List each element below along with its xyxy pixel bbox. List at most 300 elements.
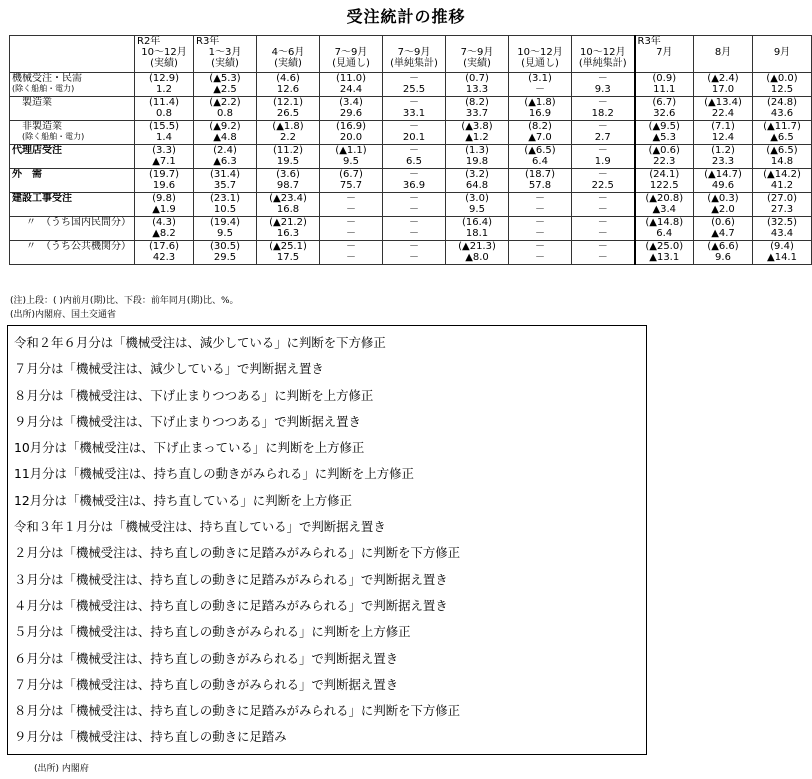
value-cell bbox=[194, 217, 257, 241]
year-change-value: ▲1.9 bbox=[152, 204, 176, 215]
value-cell bbox=[753, 241, 812, 265]
value-cell bbox=[694, 145, 753, 169]
period-change-value: － bbox=[409, 121, 419, 132]
year-change-value: ▲1.2 bbox=[465, 132, 489, 143]
column-header-kind: (実績) bbox=[463, 58, 491, 69]
year-change-value: ▲6.5 bbox=[770, 132, 794, 143]
year-change-value: ▲13.1 bbox=[649, 252, 680, 263]
value-cell bbox=[509, 97, 572, 121]
period-change-value: (0.7) bbox=[465, 73, 489, 84]
judgment-line: 12月分は「機械受注は、持ち直している」に判断を上方修正 bbox=[14, 492, 352, 508]
period-change-value: (▲0.3) bbox=[707, 193, 739, 204]
year-change-value: － bbox=[346, 252, 356, 263]
header-label-cell bbox=[10, 36, 135, 73]
period-change-value: (3.2) bbox=[465, 169, 489, 180]
column-header-kind bbox=[638, 58, 692, 69]
value-cell bbox=[383, 193, 446, 217]
value-cell bbox=[135, 217, 194, 241]
column-header-kind: (実績) bbox=[211, 58, 239, 69]
year-change-value: 18.2 bbox=[591, 108, 614, 119]
year-change-value: 19.5 bbox=[276, 156, 300, 167]
value-cell bbox=[135, 169, 194, 193]
period-change-value: (3.0) bbox=[465, 193, 489, 204]
period-change-value: (0.6) bbox=[711, 217, 735, 228]
column-header-kind: (見通し) bbox=[332, 58, 370, 69]
period-change-value: － bbox=[597, 169, 608, 180]
value-cell bbox=[257, 193, 320, 217]
period-change-value: (16.9) bbox=[335, 121, 367, 132]
value-cell bbox=[635, 97, 694, 121]
year-change-value: － bbox=[535, 204, 545, 215]
period-change-value: － bbox=[597, 217, 608, 228]
value-cell bbox=[320, 169, 383, 193]
column-header-year: R2年 bbox=[137, 36, 161, 47]
value-cell bbox=[194, 193, 257, 217]
year-change-value: － bbox=[535, 84, 545, 95]
table-source-note: (出所)内閣府、国土交通省 bbox=[10, 310, 117, 320]
year-change-value: － bbox=[409, 204, 419, 215]
period-change-value: (▲6.6) bbox=[707, 241, 739, 252]
order-statistics-table bbox=[9, 35, 812, 265]
period-change-value: (12.1) bbox=[272, 97, 304, 108]
year-change-value: 16.9 bbox=[528, 108, 552, 119]
year-change-value: ▲8.0 bbox=[465, 252, 489, 263]
value-cell bbox=[753, 169, 812, 193]
value-cell bbox=[753, 97, 812, 121]
column-header bbox=[572, 36, 635, 73]
year-change-value: ▲14.1 bbox=[767, 252, 797, 263]
column-header-year bbox=[259, 36, 317, 47]
value-cell bbox=[635, 241, 694, 265]
table-header-row bbox=[10, 36, 812, 73]
year-change-value: 14.8 bbox=[770, 156, 794, 167]
judgment-line: ９月分は「機械受注は、持ち直しの動きに足踏み bbox=[14, 729, 287, 745]
judgment-line: ５月分は「機械受注は、持ち直しの動きがみられる」に判断を上方修正 bbox=[14, 624, 411, 640]
year-change-value: 6.5 bbox=[406, 156, 422, 167]
period-change-value: (▲1.8) bbox=[272, 121, 304, 132]
row-label bbox=[10, 97, 135, 121]
period-change-value: (6.7) bbox=[652, 97, 677, 108]
value-cell bbox=[509, 193, 572, 217]
judgment-line: ９月分は「機械受注は、下げ止まりつつある」で判断据え置き bbox=[14, 413, 361, 429]
judgment-line: ４月分は「機械受注は、持ち直しの動きに足踏みがみられる」で判断据え置き bbox=[14, 597, 448, 613]
row-label-text: 〃 （うち公共機関分） bbox=[26, 241, 131, 252]
period-change-value: (▲13.4) bbox=[704, 97, 742, 108]
year-change-value: 33.1 bbox=[402, 108, 426, 119]
value-cell bbox=[383, 145, 446, 169]
year-change-value: ▲4.7 bbox=[711, 228, 735, 239]
period-change-value: (16.4) bbox=[461, 217, 493, 228]
year-change-value: 0.8 bbox=[217, 108, 233, 119]
year-change-value: 16.8 bbox=[276, 204, 300, 215]
period-change-value: (23.1) bbox=[209, 193, 241, 204]
year-change-value: － bbox=[535, 228, 545, 239]
column-header-period: 10～12月 bbox=[141, 47, 187, 58]
period-change-value: － bbox=[409, 241, 419, 252]
judgment-line: 令和３年１月分は「機械受注は、持ち直している」で判断据え置き bbox=[14, 519, 386, 535]
period-change-value: (17.6) bbox=[148, 241, 180, 252]
value-cell bbox=[694, 169, 753, 193]
column-header-year bbox=[574, 36, 632, 47]
table-row bbox=[10, 121, 812, 145]
period-change-value: (▲11.7) bbox=[763, 121, 801, 132]
year-change-value: ▲7.1 bbox=[152, 156, 176, 167]
period-change-value: (1.3) bbox=[465, 145, 489, 156]
row-label bbox=[10, 193, 135, 217]
value-cell bbox=[635, 121, 694, 145]
year-change-value: 9.6 bbox=[715, 252, 731, 263]
period-change-value: (11.2) bbox=[272, 145, 304, 156]
year-change-value: ▲7.0 bbox=[528, 132, 552, 143]
column-header bbox=[753, 36, 812, 73]
period-change-value: － bbox=[535, 217, 545, 228]
row-label-text: 機械受注・民需 bbox=[12, 73, 82, 84]
year-change-value: － bbox=[409, 228, 419, 239]
year-change-value: 24.4 bbox=[339, 84, 363, 95]
period-change-value: (19.7) bbox=[148, 169, 180, 180]
year-change-value: 12.4 bbox=[711, 132, 735, 143]
value-cell bbox=[257, 145, 320, 169]
column-header-period: 7～9月 bbox=[397, 47, 431, 58]
period-change-value: (7.1) bbox=[711, 121, 735, 132]
value-cell bbox=[135, 145, 194, 169]
table-row bbox=[10, 217, 812, 241]
period-change-value: (4.6) bbox=[276, 73, 300, 84]
table-note: (注)上段：( )内前月(期)比、下段：前年同月(期)比、%。 bbox=[10, 296, 239, 306]
row-label-text: 〃 （うち国内民間分） bbox=[26, 217, 131, 228]
year-change-value: 20.0 bbox=[339, 132, 363, 143]
value-cell bbox=[446, 73, 509, 97]
value-cell bbox=[572, 193, 635, 217]
period-change-value: (▲6.5) bbox=[766, 145, 798, 156]
period-change-value: (27.0) bbox=[766, 193, 798, 204]
year-change-value: 33.7 bbox=[465, 108, 489, 119]
table-row bbox=[10, 169, 812, 193]
year-change-value: － bbox=[535, 252, 545, 263]
value-cell bbox=[383, 217, 446, 241]
year-change-value: ▲5.3 bbox=[652, 132, 677, 143]
table-row bbox=[10, 241, 812, 265]
year-change-value: 29.5 bbox=[213, 252, 237, 263]
period-change-value: (▲1.8) bbox=[524, 97, 556, 108]
year-change-value: 43.6 bbox=[770, 108, 794, 119]
column-header-year bbox=[322, 36, 380, 47]
column-header bbox=[509, 36, 572, 73]
value-cell bbox=[572, 241, 635, 265]
value-cell bbox=[320, 145, 383, 169]
column-header-period: 7月 bbox=[656, 47, 673, 58]
value-cell bbox=[257, 97, 320, 121]
year-change-value: 17.0 bbox=[711, 84, 735, 95]
year-change-value: 43.4 bbox=[770, 228, 794, 239]
period-change-value: (▲0.0) bbox=[766, 73, 798, 84]
period-change-value: － bbox=[409, 97, 419, 108]
value-cell bbox=[694, 193, 753, 217]
year-change-value: 41.2 bbox=[770, 180, 794, 191]
period-change-value: (3.6) bbox=[276, 169, 300, 180]
value-cell bbox=[446, 145, 509, 169]
row-label-text: 外 需 bbox=[12, 169, 42, 180]
column-header bbox=[383, 36, 446, 73]
judgment-line: ６月分は「機械受注は、持ち直しの動きがみられる」で判断据え置き bbox=[14, 650, 399, 666]
period-change-value: (8.2) bbox=[528, 121, 552, 132]
year-change-value: 36.9 bbox=[402, 180, 426, 191]
year-change-value: 25.5 bbox=[402, 84, 426, 95]
period-change-value: － bbox=[597, 121, 608, 132]
column-header-kind bbox=[12, 58, 132, 69]
year-change-value: 16.3 bbox=[276, 228, 300, 239]
period-change-value: (9.4) bbox=[770, 241, 794, 252]
period-change-value: (24.1) bbox=[649, 169, 680, 180]
period-change-value: (30.5) bbox=[209, 241, 241, 252]
value-cell bbox=[320, 73, 383, 97]
period-change-value: (3.1) bbox=[528, 73, 552, 84]
value-cell bbox=[509, 121, 572, 145]
year-change-value: 26.5 bbox=[276, 108, 300, 119]
year-change-value: ▲3.4 bbox=[652, 204, 677, 215]
period-change-value: － bbox=[346, 217, 356, 228]
year-change-value: 22.5 bbox=[591, 180, 614, 191]
period-change-value: (4.3) bbox=[152, 217, 176, 228]
column-header-year bbox=[12, 36, 132, 47]
column-header-kind: (単純集計) bbox=[390, 58, 438, 69]
period-change-value: － bbox=[346, 241, 356, 252]
year-change-value: ▲6.3 bbox=[213, 156, 237, 167]
value-cell bbox=[694, 73, 753, 97]
column-header bbox=[257, 36, 320, 73]
year-change-value: 19.6 bbox=[152, 180, 176, 191]
value-cell bbox=[509, 241, 572, 265]
period-change-value: － bbox=[409, 217, 419, 228]
row-label bbox=[10, 241, 135, 265]
column-header-kind: (見通し) bbox=[521, 58, 559, 69]
period-change-value: － bbox=[597, 241, 608, 252]
year-change-value: 0.8 bbox=[156, 108, 172, 119]
column-header-kind bbox=[696, 58, 750, 69]
year-change-value: 9.5 bbox=[343, 156, 359, 167]
year-change-value: ▲8.2 bbox=[152, 228, 176, 239]
column-header-year bbox=[385, 36, 443, 47]
column-header bbox=[194, 36, 257, 73]
judgment-line: ２月分は「機械受注は、持ち直しの動きに足踏みがみられる」に判断を下方修正 bbox=[14, 545, 461, 561]
value-cell bbox=[383, 73, 446, 97]
year-change-value: 6.4 bbox=[532, 156, 548, 167]
value-cell bbox=[753, 121, 812, 145]
table-row bbox=[10, 145, 812, 169]
column-header bbox=[320, 36, 383, 73]
column-header-kind bbox=[755, 58, 809, 69]
value-cell bbox=[320, 97, 383, 121]
year-change-value: － bbox=[597, 228, 608, 239]
row-label bbox=[10, 145, 135, 169]
year-change-value: 29.6 bbox=[339, 108, 363, 119]
period-change-value: － bbox=[597, 97, 608, 108]
column-header bbox=[446, 36, 509, 73]
value-cell bbox=[194, 97, 257, 121]
year-change-value: － bbox=[597, 252, 608, 263]
year-change-value: 1.2 bbox=[156, 84, 172, 95]
year-change-value: 12.5 bbox=[770, 84, 794, 95]
value-cell bbox=[194, 145, 257, 169]
value-cell bbox=[320, 121, 383, 145]
period-change-value: (▲9.2) bbox=[209, 121, 241, 132]
column-header-period: 7～9月 bbox=[334, 47, 368, 58]
value-cell bbox=[257, 217, 320, 241]
judgment-line: 10月分は「機械受注は、下げ止まっている」に判断を上方修正 bbox=[14, 440, 365, 456]
column-header-period: 8月 bbox=[714, 47, 732, 58]
value-cell bbox=[446, 97, 509, 121]
column-header-year: R3年 bbox=[637, 36, 661, 47]
value-cell bbox=[194, 73, 257, 97]
value-cell bbox=[257, 241, 320, 265]
year-change-value: 10.5 bbox=[213, 204, 237, 215]
row-label-subtext: (除く船舶・電力) bbox=[12, 84, 75, 93]
period-change-value: (12.9) bbox=[148, 73, 180, 84]
year-change-value: 19.8 bbox=[465, 156, 489, 167]
column-header-year bbox=[448, 36, 506, 47]
column-header-period: 9月 bbox=[773, 47, 791, 58]
column-header-period: 1～3月 bbox=[208, 47, 242, 58]
period-change-value: － bbox=[597, 193, 608, 204]
period-change-value: (▲21.2) bbox=[269, 217, 307, 228]
row-label bbox=[10, 169, 135, 193]
value-cell bbox=[635, 217, 694, 241]
value-cell bbox=[446, 217, 509, 241]
value-cell bbox=[446, 241, 509, 265]
year-change-value: 18.1 bbox=[465, 228, 489, 239]
period-change-value: (18.7) bbox=[524, 169, 556, 180]
year-change-value: 23.3 bbox=[711, 156, 735, 167]
period-change-value: (6.7) bbox=[339, 169, 363, 180]
column-header-year bbox=[696, 36, 750, 47]
period-change-value: (▲21.3) bbox=[458, 241, 496, 252]
table-row bbox=[10, 97, 812, 121]
period-change-value: (2.4) bbox=[213, 145, 237, 156]
value-cell bbox=[572, 169, 635, 193]
column-header-kind: (実績) bbox=[274, 58, 302, 69]
row-label-subtext: (除く船舶・電力) bbox=[22, 132, 85, 141]
period-change-value: － bbox=[535, 241, 545, 252]
period-change-value: (▲23.4) bbox=[269, 193, 307, 204]
row-label bbox=[10, 73, 135, 97]
period-change-value: (19.4) bbox=[209, 217, 241, 228]
value-cell bbox=[509, 169, 572, 193]
year-change-value: 13.3 bbox=[465, 84, 489, 95]
value-cell bbox=[753, 193, 812, 217]
value-cell bbox=[320, 217, 383, 241]
value-cell bbox=[383, 97, 446, 121]
year-change-value: － bbox=[346, 204, 356, 215]
year-change-value: 27.3 bbox=[770, 204, 794, 215]
value-cell bbox=[694, 121, 753, 145]
period-change-value: (▲14.2) bbox=[763, 169, 801, 180]
column-header bbox=[635, 36, 694, 73]
judgment-line: ８月分は「機械受注は、持ち直しの動きに足踏みがみられる」に判断を下方修正 bbox=[14, 703, 461, 719]
value-cell bbox=[509, 145, 572, 169]
period-change-value: － bbox=[346, 193, 356, 204]
value-cell bbox=[257, 169, 320, 193]
value-cell bbox=[135, 73, 194, 97]
table-row bbox=[10, 193, 812, 217]
year-change-value: 49.6 bbox=[711, 180, 735, 191]
value-cell bbox=[572, 145, 635, 169]
period-change-value: (24.8) bbox=[766, 97, 798, 108]
judgment-line: ８月分は「機械受注は、下げ止まりつつある」に判断を上方修正 bbox=[14, 387, 374, 403]
year-change-value: ▲2.5 bbox=[213, 84, 237, 95]
value-cell bbox=[135, 241, 194, 265]
period-change-value: － bbox=[409, 169, 419, 180]
value-cell bbox=[257, 73, 320, 97]
row-label-text: 代理店受注 bbox=[12, 145, 62, 156]
value-cell bbox=[509, 217, 572, 241]
value-cell bbox=[635, 193, 694, 217]
period-change-value: － bbox=[409, 73, 419, 84]
value-cell bbox=[446, 121, 509, 145]
period-change-value: (15.5) bbox=[148, 121, 180, 132]
column-header-period: 4～6月 bbox=[271, 47, 305, 58]
year-change-value: 9.5 bbox=[217, 228, 233, 239]
row-label bbox=[10, 217, 135, 241]
value-cell bbox=[135, 121, 194, 145]
value-cell bbox=[635, 145, 694, 169]
period-change-value: － bbox=[535, 193, 545, 204]
column-header-kind: (実績) bbox=[150, 58, 178, 69]
value-cell bbox=[572, 97, 635, 121]
table-row bbox=[10, 73, 812, 97]
period-change-value: － bbox=[597, 73, 608, 84]
judgment-line: ７月分は「機械受注は、減少している」で判断据え置き bbox=[14, 361, 324, 377]
year-change-value: 11.1 bbox=[653, 84, 676, 95]
period-change-value: － bbox=[409, 193, 419, 204]
value-cell bbox=[572, 73, 635, 97]
value-cell bbox=[446, 193, 509, 217]
value-cell bbox=[383, 169, 446, 193]
period-change-value: (▲5.3) bbox=[209, 73, 241, 84]
value-cell bbox=[320, 193, 383, 217]
judgment-line: 11月分は「機械受注は、持ち直しの動きがみられる」に判断を上方修正 bbox=[14, 466, 414, 482]
year-change-value: 2.2 bbox=[280, 132, 296, 143]
year-change-value: 17.5 bbox=[276, 252, 300, 263]
period-change-value: (▲20.8) bbox=[645, 193, 684, 204]
year-change-value: 22.3 bbox=[653, 156, 676, 167]
page-title: 受注統計の推移 bbox=[346, 7, 466, 26]
period-change-value: (▲14.7) bbox=[704, 169, 742, 180]
period-change-value: (3.3) bbox=[152, 145, 176, 156]
judgment-line: 令和２年６月分は「機械受注は、減少している」に判断を下方修正 bbox=[14, 335, 386, 350]
value-cell bbox=[320, 241, 383, 265]
period-change-value: (▲2.4) bbox=[707, 73, 739, 84]
period-change-value: (11.4) bbox=[148, 97, 180, 108]
year-change-value: 22.4 bbox=[711, 108, 735, 119]
column-header-year bbox=[511, 36, 569, 47]
period-change-value: (▲25.0) bbox=[645, 241, 684, 252]
period-change-value: (1.2) bbox=[711, 145, 735, 156]
row-label-text: 建設工事受注 bbox=[12, 193, 72, 204]
year-change-value: 32.6 bbox=[653, 108, 676, 119]
period-change-value: (▲2.2) bbox=[209, 97, 241, 108]
period-change-value: (0.9) bbox=[652, 73, 677, 84]
column-header-year bbox=[755, 36, 809, 47]
value-cell bbox=[194, 121, 257, 145]
value-cell bbox=[753, 73, 812, 97]
value-cell bbox=[383, 241, 446, 265]
period-change-value: (11.0) bbox=[335, 73, 367, 84]
value-cell bbox=[257, 121, 320, 145]
value-cell bbox=[753, 145, 812, 169]
value-cell bbox=[694, 241, 753, 265]
row-label-text: 製造業 bbox=[22, 97, 52, 108]
year-change-value: 6.4 bbox=[656, 228, 673, 239]
